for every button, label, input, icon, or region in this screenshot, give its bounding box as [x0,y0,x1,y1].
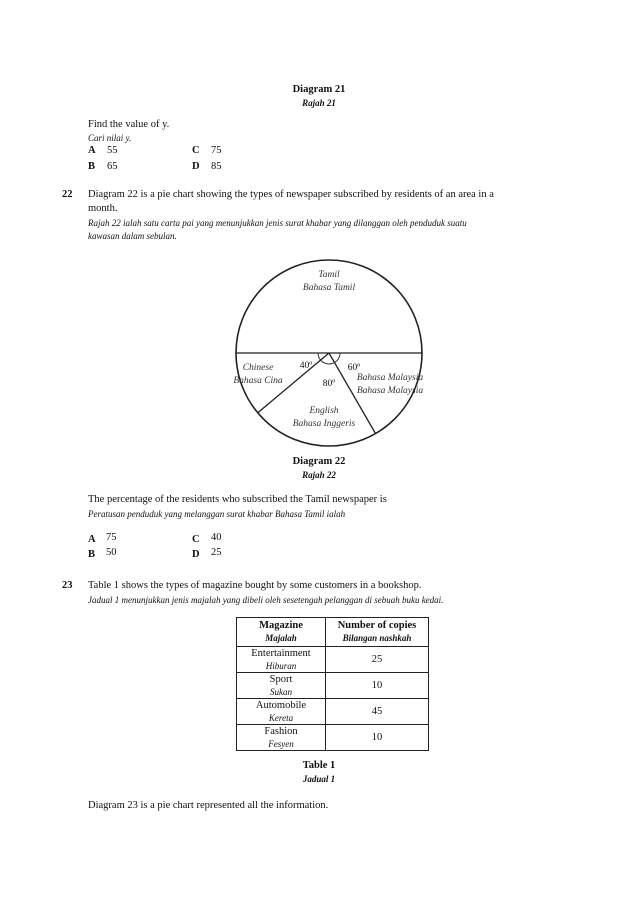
q22-prompt-ms: Peratusan penduduk yang melanggan surat khabar Bahasa Tamil ialah [88,509,346,519]
table-row [237,699,429,725]
slice-label-english-ms: Bahasa Inggeris [292,419,356,429]
header-magazine-ms: Majalah [265,633,297,643]
q22-text-line1: Diagram 22 is a pie chart showing the types of newspaper subscribed by residents of an area in a [88,189,494,200]
q22-option-a-value: 75 [106,532,117,543]
q21-option-b-value: 65 [107,161,118,172]
slice-label-malaysia-ms: Bahasa Malaysia [356,386,424,396]
q21-option-d-letter: D [192,161,200,172]
row-magazine-en: Sport [269,673,293,685]
row-magazine-ms: Hiburan [265,660,297,671]
magazine-table [236,617,429,751]
table-header-copies [326,618,429,647]
table-cell-copies: 45 [326,699,429,725]
q22-option-d-value: 25 [211,547,222,558]
table-cell-copies: 25 [326,647,429,673]
row-magazine-en: Automobile [255,699,307,711]
q23-text-ms: Jadual 1 menunjukkan jenis majalah yang dibeli oleh sesetengah pelanggan di sebuah buku kedai. [88,595,444,605]
q21-option-a-letter: A [88,145,96,156]
q23-number: 23 [62,580,73,591]
q22-option-b-value: 50 [106,547,117,558]
angle-label-chinese: 40º [299,361,313,371]
table-cell-copies: 10 [326,725,429,751]
row-magazine-ms: Kereta [268,712,294,723]
diagram21-caption: Diagram 21 [292,84,346,95]
pie-angle-arc [318,353,321,360]
slice-label-tamil: Tamil [318,270,340,280]
q21-option-c-letter: C [192,145,200,156]
slice-label-chinese-ms: Bahasa Cina [233,376,283,386]
q22-option-a-letter: A [88,534,96,545]
q21-option-b-letter: B [88,161,96,172]
header-copies-ms: Bilangan nashkah [342,633,412,643]
q22-option-c-letter: C [192,534,200,545]
table-cell-magazine [237,725,326,751]
table-header-magazine [237,618,326,647]
table-cell-magazine [237,699,326,725]
pie-angle-arc [335,353,341,363]
q21-option-a-value: 55 [107,145,118,156]
q21-option-d-value: 85 [211,161,222,172]
q21-option-c-value: 75 [211,145,222,156]
table1-caption: Table 1 [302,760,336,771]
q22-option-c-value: 40 [211,532,222,543]
q22-text-line2: month. [88,203,118,214]
q22-option-d-letter: D [192,549,200,560]
diagram22-caption-ms: Rajah 22 [302,470,336,480]
table-cell-magazine [237,647,326,673]
slice-label-english: English [309,406,339,416]
slice-label-tamil-ms: Bahasa Tamil [302,283,356,293]
slice-label-chinese: Chinese [242,363,274,373]
q23-closing: Diagram 23 is a pie chart represented all the information. [88,800,329,811]
table-cell-copies: 10 [326,673,429,699]
q21-question: Find the value of y. [88,119,170,130]
row-magazine-ms: Sukan [270,686,292,697]
diagram22-pie-chart [220,250,445,455]
diagram21-caption-ms: Rajah 21 [302,98,336,108]
angle-label-english: 80º [322,379,336,389]
q22-text-ms-line2: kawasan dalam sebulan. [88,231,177,241]
header-copies-en: Number of copies [337,620,417,631]
q22-number: 22 [62,189,73,200]
header-magazine-en: Magazine [259,620,303,631]
table-row [237,647,429,673]
q22-prompt: The percentage of the residents who subscribed the Tamil newspaper is [88,494,387,505]
row-magazine-en: Fashion [264,725,298,737]
table1-caption-ms: Jadual 1 [302,774,336,784]
row-magazine-en: Entertainment [251,647,311,659]
table-cell-magazine [237,673,326,699]
row-magazine-ms: Fesyen [268,738,294,749]
slice-label-malaysia: Bahasa Malaysia [356,373,424,383]
diagram22-caption: Diagram 22 [292,456,346,467]
table-row [237,725,429,751]
q22-option-b-letter: B [88,549,96,560]
table-row [237,673,429,699]
pie-angle-arc [321,360,335,364]
q22-text-ms-line1: Rajah 22 ialah satu carta pai yang menunjukkan jenis surat khabar yang dilanggan oleh penduduk suatu [88,218,467,228]
angle-label-malaysia: 60º [347,363,361,373]
table-header-row [237,618,429,647]
q21-question-ms: Cari nilai y. [88,133,132,143]
q23-text: Table 1 shows the types of magazine bought by some customers in a bookshop. [88,580,422,591]
